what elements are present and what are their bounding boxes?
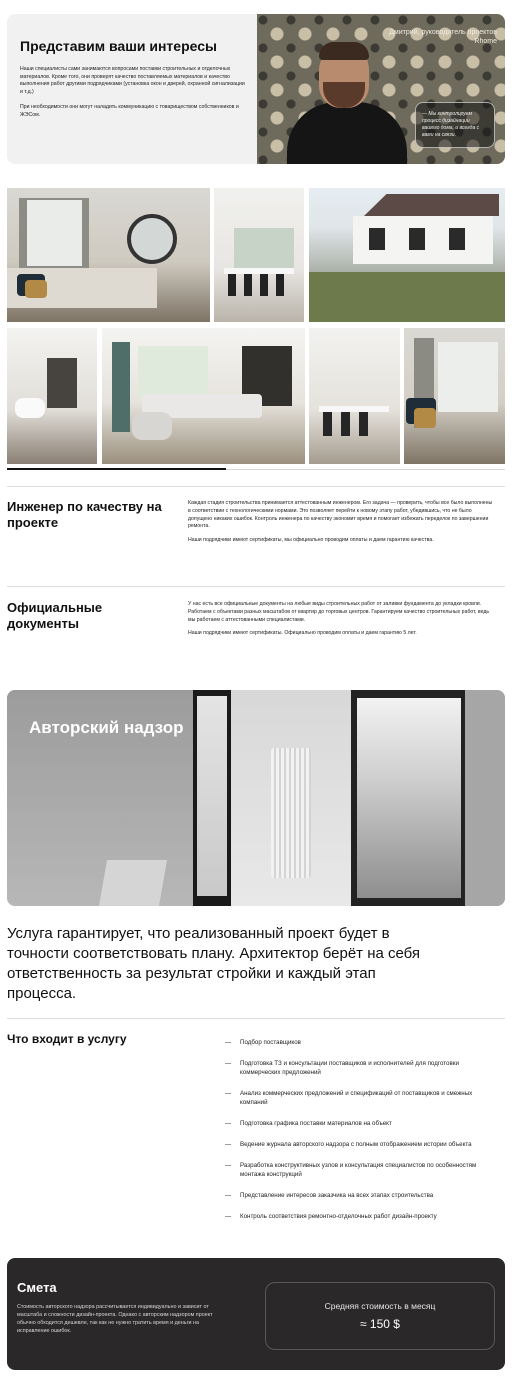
gallery-photo-living[interactable] bbox=[102, 328, 305, 464]
manager-quote: — Мы контролируем процесс дизайнации вашего дома, и всегда с вами на связи. bbox=[415, 102, 495, 148]
list-item bbox=[225, 1212, 495, 1221]
manager-caption: Дмитрий, руководитель проектов Rhome bbox=[389, 29, 497, 45]
hero-paragraph: Наши специалисты сами занимаются вопросами поставки строительных и отделочных материалов. Кроме того, они проверят качество поставляемых материалов и качество выполнения работ другими подрядчиками (установка окон и дверей, охранной сигнализации и т.д.) bbox=[20, 66, 245, 95]
documents-paragraph: У нас есть все официальные документы на любые виды строительных работ от заливки фундамента до укладки кровли. Работаем с объектами разных масштабов от квартир до торговых центров. Гарантируем качество строительных работ, ведь мы работаем с аттестованными специалистами. bbox=[188, 601, 490, 623]
list-item-text: Ведение журнала авторского надзора с полным отображением истории объекта bbox=[240, 1141, 472, 1148]
quality-paragraph: Наши подрядчики имеют сертификаты, мы официально проводим оплаты и даем гарантию качества. bbox=[188, 537, 434, 544]
supervision-banner bbox=[7, 690, 505, 906]
hero-text-panel bbox=[7, 14, 257, 164]
section-divider bbox=[7, 586, 505, 587]
quality-title: Инженер по качеству на проекте bbox=[7, 499, 162, 530]
estimate-title: Смета bbox=[17, 1280, 57, 1295]
dash-icon: — bbox=[225, 1141, 232, 1148]
gallery-photo-dining-2[interactable] bbox=[309, 328, 400, 464]
includes-title: Что входит в услугу bbox=[7, 1032, 127, 1046]
average-cost-card bbox=[265, 1282, 495, 1350]
documents-text bbox=[188, 601, 494, 644]
list-item-text: Подготовка ТЗ и консультации поставщиков и исполнителей для подготовки коммерческих предложений bbox=[240, 1060, 459, 1076]
gallery-photo-house[interactable] bbox=[309, 188, 505, 322]
dash-icon: — bbox=[225, 1039, 232, 1046]
average-cost-value: ≈ 150 $ bbox=[360, 1317, 400, 1331]
project-gallery[interactable] bbox=[7, 188, 505, 464]
hero-paragraph: При необходимости они могут наладить коммуникацию с товариществом собственников и ЖЭСом. bbox=[20, 104, 239, 118]
dash-icon: — bbox=[225, 1162, 232, 1169]
quality-paragraph: Каждая стадия строительства принимается аттестованным инженером. Его задача — проверить, чтобы все было выполнены в соответствии с технологическими нормами. Это позволяет перейти к новому этапу работ, убедившись, что не было допущено никаких ошибок. Контроль инженера по качеству экономит время и помогает избежать переделок по завершении ремонта. bbox=[188, 500, 493, 530]
average-cost-label: Средняя стоимость в месяц bbox=[324, 1301, 436, 1311]
service-lead-text: Услуга гарантирует, что реализованный проект будет в точности соответствовать плану. Архитектор берёт на себя ответственность за результат стройки и каждый этап процесса. bbox=[7, 925, 421, 1002]
list-item bbox=[225, 1119, 495, 1128]
dash-icon: — bbox=[225, 1060, 232, 1067]
list-item-text: Анализ коммерческих предложений и спецификаций от поставщиков и смежных компаний bbox=[240, 1090, 473, 1106]
list-item-text: Представление интересов заказчика на всех этапах строительства bbox=[240, 1192, 434, 1199]
supervision-title: Авторский надзор bbox=[29, 718, 184, 737]
list-item bbox=[225, 1161, 495, 1179]
documents-title: Официальные документы bbox=[7, 600, 103, 631]
list-item bbox=[225, 1191, 495, 1200]
includes-list bbox=[225, 1038, 495, 1233]
window-view-trees bbox=[357, 698, 461, 898]
estimate-text: Стоимость авторского надзора рассчитывается индивидуально и зависит от масштаба и сложности дизайн-проекта. Однако с авторским надзором проект обычно обходится дешевле, так как не нужно тратить время и деньги на исправление ошибок. bbox=[17, 1304, 213, 1334]
manager-photo bbox=[257, 14, 505, 164]
gallery-progress-fill bbox=[7, 468, 226, 470]
wall-right bbox=[465, 690, 505, 906]
manager-portrait bbox=[277, 32, 417, 164]
construction-debris bbox=[99, 860, 167, 906]
gallery-photo-bathroom[interactable] bbox=[7, 328, 97, 464]
radiator bbox=[271, 748, 311, 878]
gallery-progress-bar[interactable] bbox=[7, 469, 505, 470]
dash-icon: — bbox=[225, 1192, 232, 1199]
list-item bbox=[225, 1089, 495, 1107]
list-item-text: Разработка конструктивных узлов и консультация специалистов по особенностям монтажа конструкций bbox=[240, 1162, 477, 1178]
dash-icon: — bbox=[225, 1090, 232, 1097]
gallery-photo-dining[interactable] bbox=[214, 188, 304, 322]
estimate-section bbox=[7, 1258, 505, 1370]
list-item-text: Подбор поставщиков bbox=[240, 1039, 301, 1046]
gallery-photo-bedroom-2[interactable] bbox=[404, 328, 505, 464]
dash-icon: — bbox=[225, 1213, 232, 1220]
quality-text bbox=[188, 500, 494, 551]
list-item-text: Подготовка графика поставки материалов на объект bbox=[240, 1120, 392, 1127]
list-item bbox=[225, 1038, 495, 1047]
section-divider bbox=[7, 486, 505, 487]
dash-icon: — bbox=[225, 1120, 232, 1127]
hero-title: Представим ваши интересы bbox=[20, 38, 217, 54]
hero-section bbox=[7, 14, 505, 164]
documents-paragraph: Наши подрядчики имеют сертификаты. Официально проводим оплаты и даем гарантию 5 лет. bbox=[188, 630, 417, 637]
section-divider bbox=[7, 1018, 505, 1019]
list-item-text: Контроль соответствия ремонтно-отделочных работ дизайн-проекту bbox=[240, 1213, 437, 1220]
window-glass-left bbox=[197, 696, 227, 896]
list-item bbox=[225, 1140, 495, 1149]
gallery-photo-bedroom[interactable] bbox=[7, 188, 210, 322]
list-item bbox=[225, 1059, 495, 1077]
